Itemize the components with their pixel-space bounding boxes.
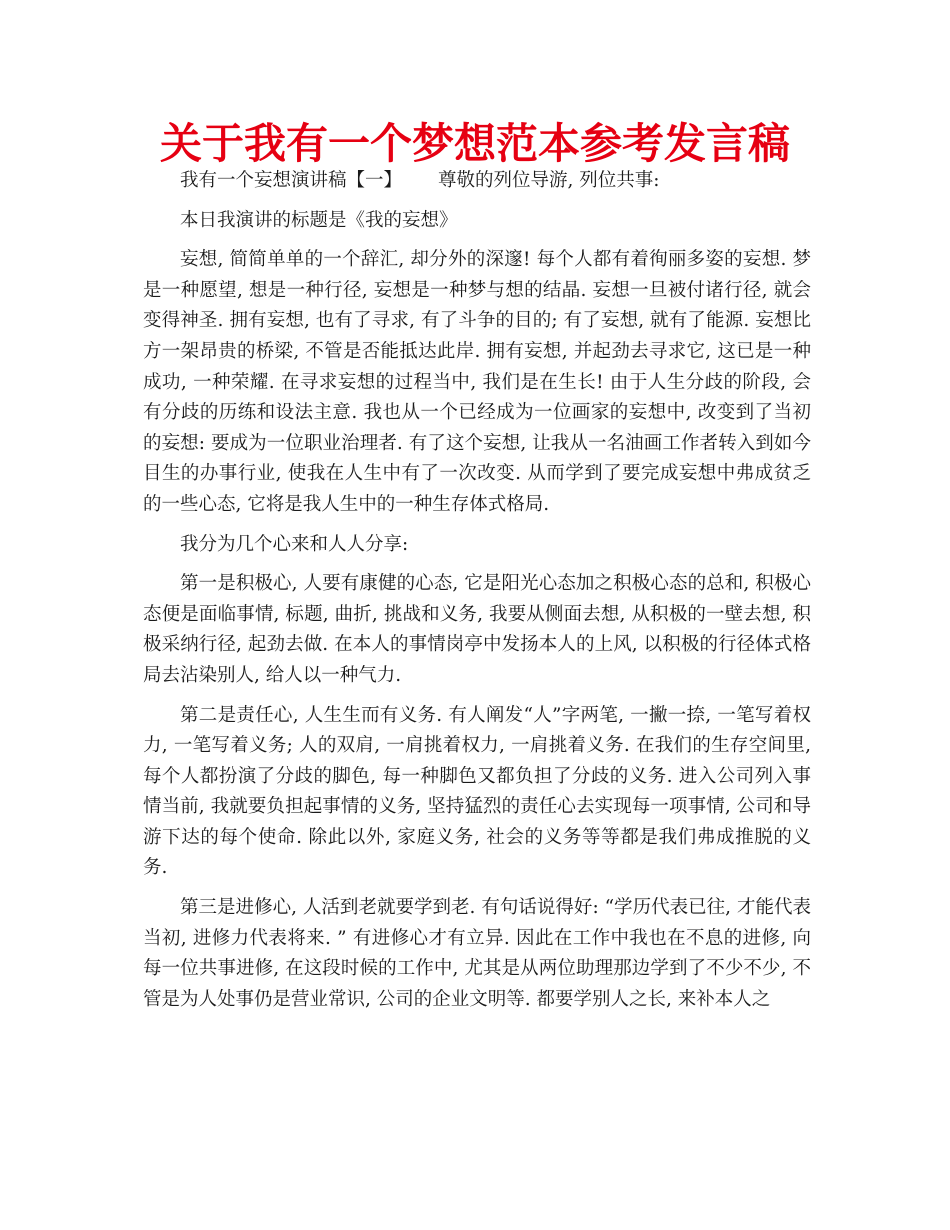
paragraph-responsibility: 第二是责任心, 人生生而有义务. 有人阐发“人”字两笔, 一撇一捺, 一笔写着权力, 一笔写着义务; 人的双肩, 一肩挑着权力, 一肩挑着义务. 在我们的生存空间里, 每个人都扮演了分歧的脚色, 每一种脚色又都负担了分歧的义务. 进入公司列入事情当前, 我就要负担起事情的义务, 坚持猛烈的责任心去实现每一项事情, 公司和导游下达的每个使命. 除此以外, 家庭义务, 社会的义务等等都是我们弗成推脱的义务.: [143, 704, 811, 879]
paragraph-positive: 第一是积极心, 人要有康健的心态, 它是阳光心态加之积极心态的总和, 积极心态便是面临事情, 标题, 曲折, 挑战和义务, 我要从侧面去想, 从积极的一壁去想, 积极采纳行径, 起劲去做. 在本人的事情岗亭中发扬本人的上风, 以积极的行径体式格局去沾染别人, 给人以一种气力.: [143, 573, 811, 686]
paragraph-dream: 妄想, 简简单单的一个辞汇, 却分外的深邃! 每个人都有着徇丽多姿的妄想. 梦是一种愿望, 想是一种行径, 妄想是一种梦与想的结晶. 妄想一旦被付诸行径, 就会变得神圣. 拥有妄想, 也有了寻求, 有了斗争的目的; 有了妄想, 就有了能源. 妄想比方一架昂贵的桥梁, 不管是否能抵达此岸. 拥有妄想, 并起劲去寻求它, 这已是一种成功, 一种荣耀. 在寻求妄想的过程当中, 我们是在生长! 由于人生分歧的阶段, 会有分歧的历练和设法主意. 我也从一个已经成为一位画家的妄想中, 改变到了当初的妄想: 要成为一位职业治理者. 有了这个妄想, 让我从一名油画工作者转入到如今目生的办事行业, 使我在人生中有了一次改变. 从而学到了要完成妄想中弗成贫乏的一些心态, 它将是我人生中的一种生存体式格局.: [143, 249, 811, 515]
document-body: [143, 166, 811, 1015]
document-title: 关于我有一个梦想范本参考发言稿: [159, 119, 790, 168]
intro-line: [143, 166, 811, 197]
intro-heading: 我有一个妄想演讲稿【一】: [180, 170, 403, 191]
paragraph-speech-title: 本日我演讲的标题是《我的妄想》: [180, 209, 458, 231]
paragraph-share: 我分为几个心来和人人分享:: [180, 533, 409, 555]
intro-greeting: 尊敬的列位导游, 列位共事:: [438, 170, 660, 191]
paragraph-learning: 第三是进修心, 人活到老就要学到老. 有句话说得好: “学历代表已往, 才能代表当初, 进修力代表将来. ” 有进修心才有立异. 因此在工作中我也在不息的进修, 向每一位共事进修, 在这段时候的工作中, 尤其是从两位助理那边学到了不少不少, 不管是为人处事仍是营业常识, 公司的企业文明等. 都要学别人之长, 来补本人之: [143, 897, 811, 1010]
